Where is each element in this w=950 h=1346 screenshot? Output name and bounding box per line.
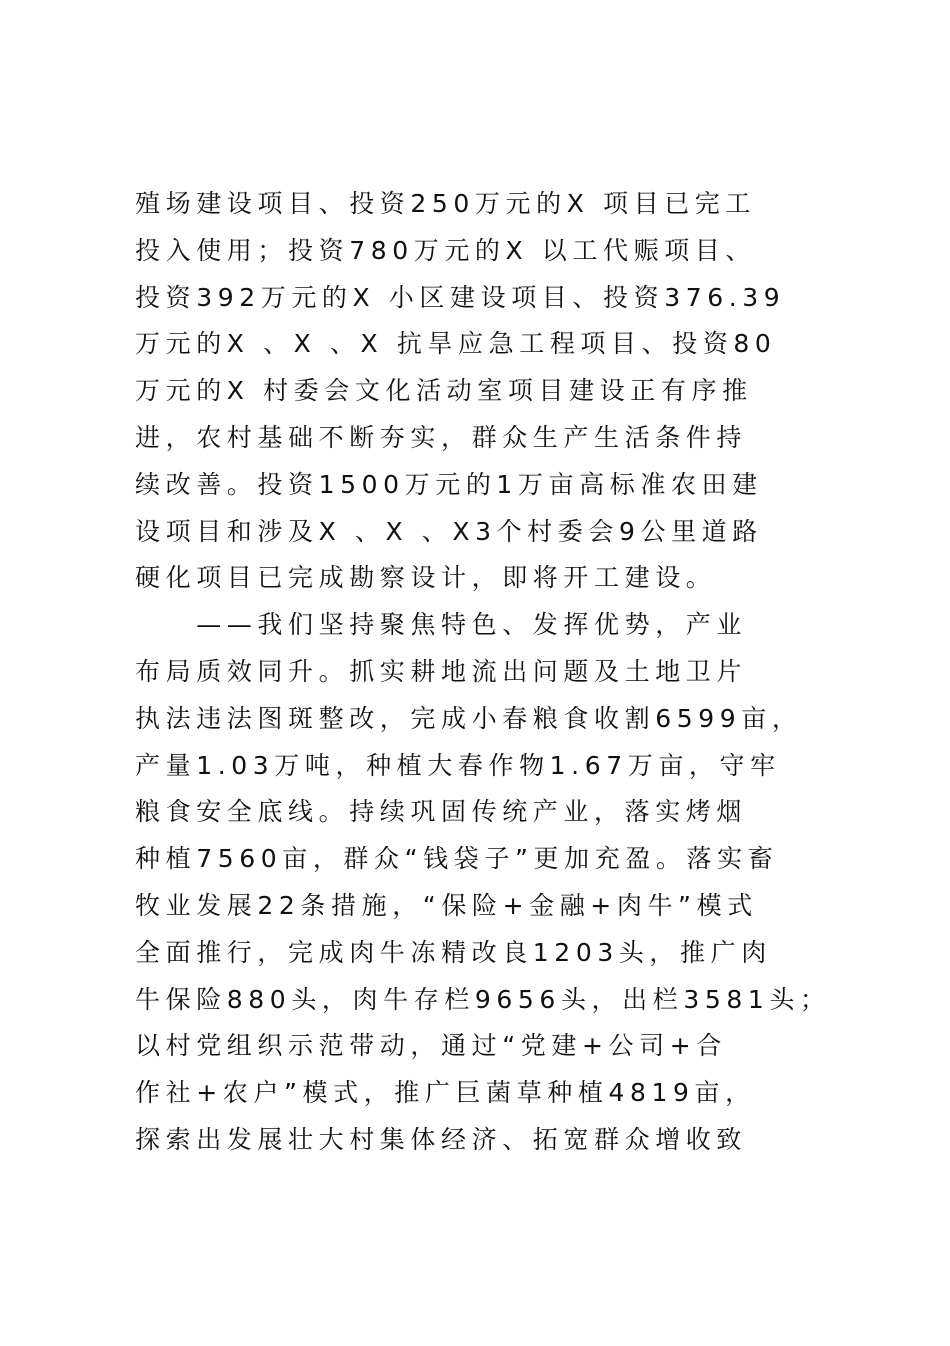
text-line: 产量1.03万吨，种植大春作物1.67万亩，守牢 (135, 750, 781, 780)
text-line: 万元的X 村委会文化活动室项目建设正有序推 (135, 376, 753, 406)
text-line: 作社+农户”模式，推广巨菌草种植4819亩， (135, 1078, 756, 1108)
text-line: 续改善。投资1500万元的1万亩高标准农田建 (135, 469, 763, 499)
text-line: 种植7560亩，群众“钱袋子”更加充盈。落实畜 (135, 844, 779, 874)
text-line: 探索出发展壮大村集体经济、拓宽群众增收致 (135, 1124, 748, 1154)
text-line: 万元的X 、X 、X 抗旱应急工程项目、投资80 (135, 329, 777, 359)
text-line: 进，农村基础不断夯实，群众生产生活条件持 (135, 422, 748, 452)
text-line: 投资392万元的X 小区建设项目、投资376.39 (135, 282, 786, 312)
text-line: 粮食安全底线。持续巩固传统产业，落实烤烟 (135, 797, 748, 827)
text-line: 以村党组织示范带动，通过“党建+公司+合 (135, 1031, 727, 1061)
text-line: 投入使用；投资780万元的X 以工代赈项目、 (135, 235, 756, 265)
text-line: 执法违法图斑整改，完成小春粮食收割6599亩， (135, 703, 803, 733)
text-line: 硬化项目已完成勘察设计，即将开工建设。 (135, 563, 717, 593)
body-text (135, 181, 835, 1164)
text-line: 牛保险880头，肉牛存栏9656头，出栏3581头； (135, 984, 831, 1014)
text-line: ——我们坚持聚焦特色、发挥优势，产业 (135, 610, 748, 640)
text-line: 设项目和涉及X 、X 、X3个村委会9公里道路 (135, 516, 763, 546)
text-line: 殖场建设项目、投资250万元的X 项目已完工 (135, 189, 756, 218)
text-line: 全面推行，完成肉牛冻精改良1203头，推广肉 (135, 937, 772, 967)
text-line: 布局质效同升。抓实耕地流出问题及土地卫片 (135, 656, 748, 686)
text-line: 牧业发展22条措施，“保险+金融+肉牛”模式 (135, 890, 758, 920)
